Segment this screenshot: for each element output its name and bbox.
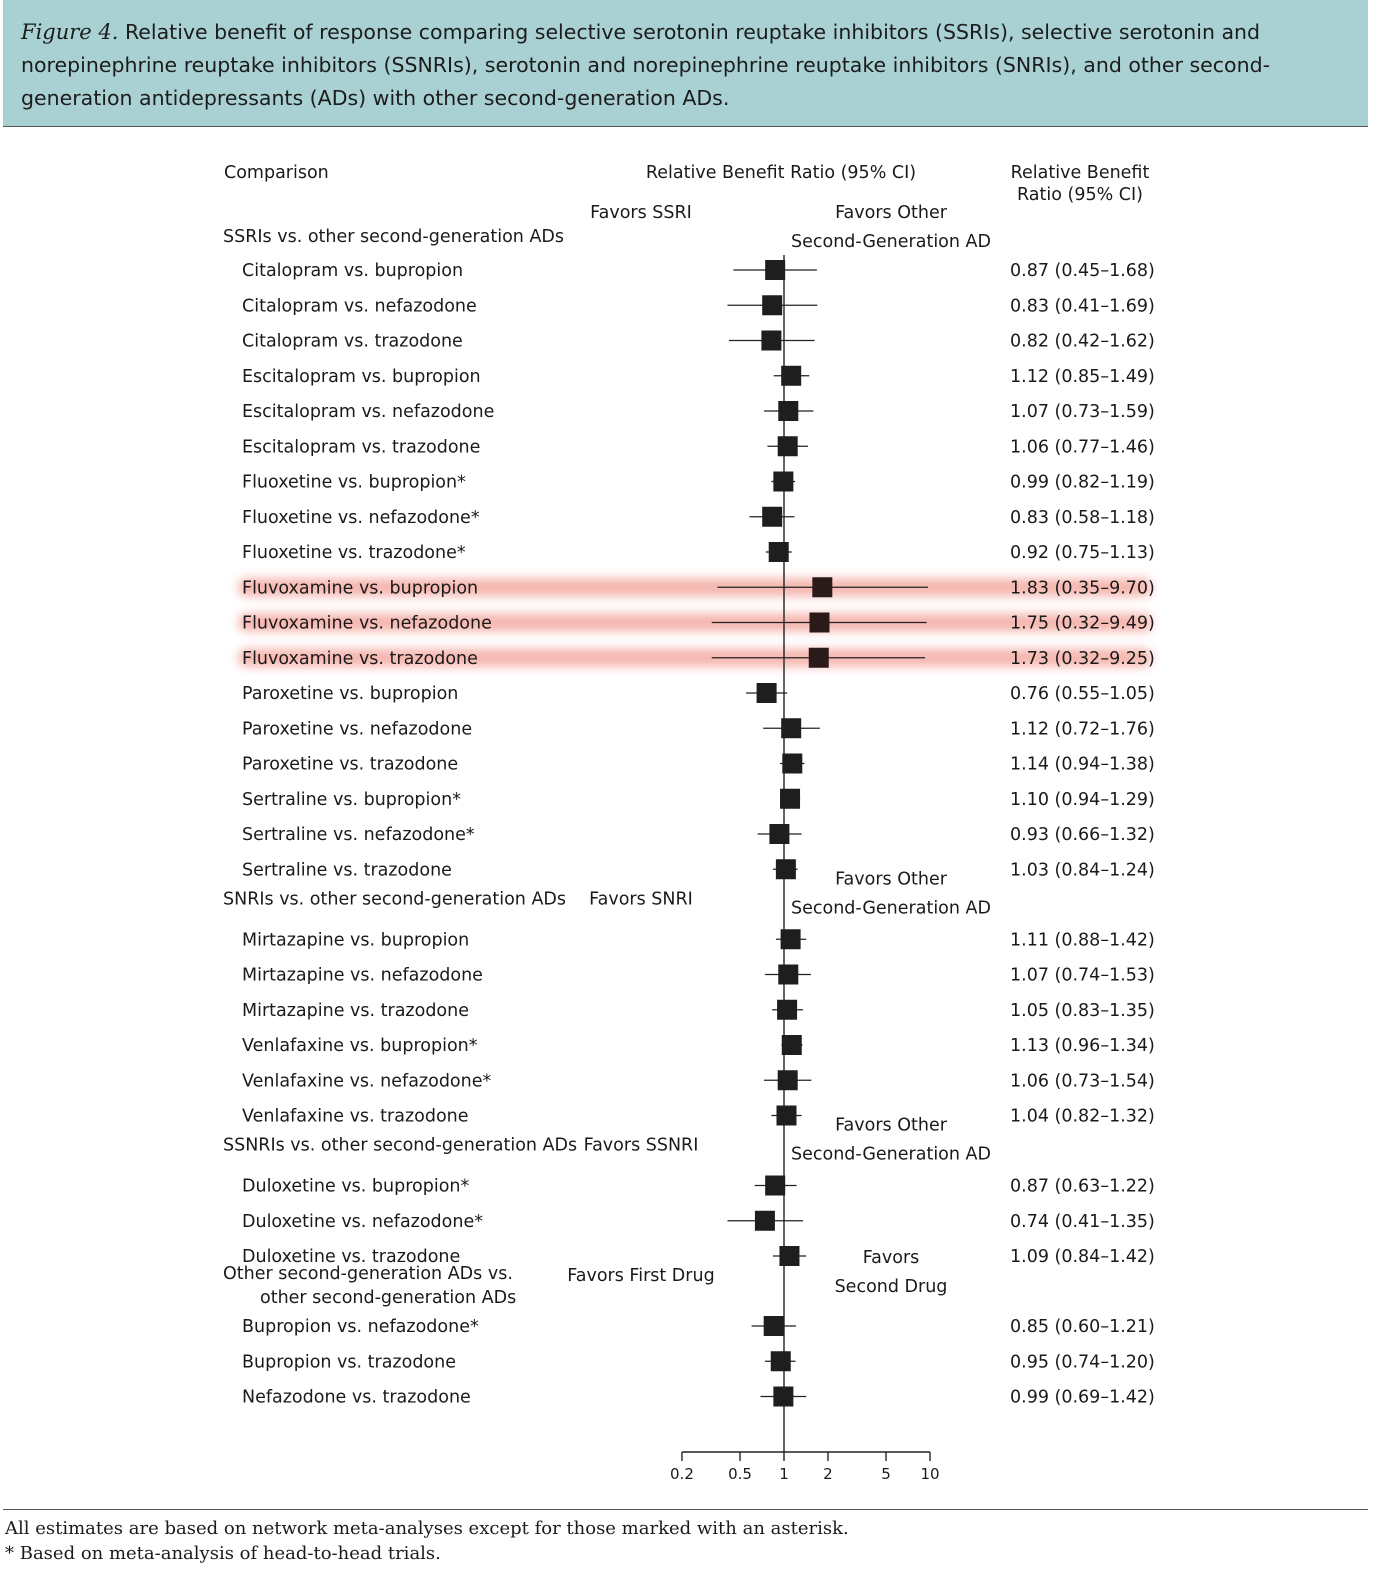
comparison-label: Escitalopram vs. trazodone [242,437,481,458]
comparison-label: Escitalopram vs. nefazodone [242,402,495,422]
header-comparison: Comparison [224,163,329,183]
figure-caption-text: Relative benefit of response comparing selective serotonin reuptake inhibitors (SSRIs), selective serotonin and norepinephrine reuptake inhibitors (SSNRIs), serotonin and norepinephrine reuptake inhibitors (SNRIs), and other second-generation antidepressants (ADs) with other second-generation ADs. [21,20,1270,110]
comparison-label: Fluvoxamine vs. bupropion [242,578,479,599]
point-estimate [773,1387,793,1407]
comparison-label: Citalopram vs. nefazodone [242,296,477,317]
comparison-label: Venlafaxine vs. nefazodone* [242,1071,492,1092]
ratio-value: 1.10 (0.94–1.29) [1010,789,1155,810]
comparison-label: Bupropion vs. trazodone [242,1352,456,1373]
x-tick-label: 1 [779,1465,789,1483]
point-estimate [778,401,798,421]
point-estimate [812,577,832,597]
comparison-label: Duloxetine vs. bupropion* [242,1176,470,1197]
favors-left-label: Favors SSRI [590,203,692,223]
point-estimate [765,260,785,280]
comparison-label: Duloxetine vs. trazodone [242,1247,461,1267]
comparison-label: Fluvoxamine vs. trazodone [242,648,478,669]
comparison-label: Bupropion vs. nefazodone* [242,1317,479,1337]
ratio-value: 0.82 (0.42–1.62) [1010,331,1155,352]
point-estimate [769,824,789,844]
point-estimate [771,1351,791,1371]
comparison-label: Fluoxetine vs. trazodone* [242,543,466,563]
point-estimate [776,1106,796,1126]
group-title: SSRIs vs. other second-generation ADs [223,227,565,247]
point-estimate [778,436,798,456]
ratio-value: 1.11 (0.88–1.42) [1010,930,1155,951]
point-estimate [778,965,798,985]
comparison-label: Duloxetine vs. nefazodone* [242,1211,483,1232]
point-estimate [769,542,789,562]
point-estimate [765,1176,785,1196]
ratio-value: 1.05 (0.83–1.35) [1010,1000,1155,1021]
group-title: other second-generation ADs [260,1288,517,1308]
ratio-value: 0.93 (0.66–1.32) [1010,825,1155,845]
comparison-label: Citalopram vs. bupropion [242,261,464,281]
favors-right-label: Favors [862,1248,920,1268]
x-tick-label: 10 [920,1465,940,1483]
favors-left-label: Favors SNRI [589,889,693,910]
ratio-value: 0.76 (0.55–1.05) [1010,684,1155,704]
favors-right-label: Second-Generation AD [791,1144,991,1165]
comparison-label: Mirtazapine vs. trazodone [242,1000,469,1021]
footnote-network-meta: All estimates are based on network meta-analyses except for those marked with an asterisk. [5,1518,849,1539]
comparison-label: Fluoxetine vs. bupropion* [242,472,466,493]
point-estimate [777,1000,797,1020]
footnote-asterisk: * Based on meta-analysis of head-to-head trials. [5,1543,441,1564]
ratio-value: 0.85 (0.60–1.21) [1010,1317,1155,1337]
comparison-label: Sertraline vs. nefazodone* [242,825,475,845]
figure-label: Figure 4. [21,20,119,44]
ratio-value: 1.12 (0.72–1.76) [1010,719,1155,740]
comparison-label: Paroxetine vs. nefazodone [242,719,473,740]
ratio-value: 0.87 (0.63–1.22) [1010,1176,1155,1197]
point-estimate [773,472,793,492]
comparison-label: Sertraline vs. bupropion* [242,789,461,810]
ratio-value: 1.73 (0.32–9.25) [1010,648,1155,669]
ratio-value: 1.09 (0.84–1.42) [1010,1247,1155,1267]
point-estimate [780,789,800,809]
header-plot: Relative Benefit Ratio (95% CI) [645,163,917,183]
point-estimate [757,683,777,703]
footer-divider [3,1509,1368,1510]
ratio-value: 0.83 (0.41–1.69) [1010,296,1155,317]
comparison-label: Escitalopram vs. bupropion [242,366,481,387]
point-estimate [755,1211,775,1231]
ratio-value: 0.74 (0.41–1.35) [1010,1211,1155,1232]
point-estimate [762,507,782,527]
favors-right-label: Favors Other [835,1115,947,1136]
favors-right-label: Second-Generation AD [791,898,991,919]
ratio-value: 1.75 (0.32–9.49) [1010,613,1155,634]
x-tick-label: 5 [881,1465,891,1483]
ratio-value: 0.83 (0.58–1.18) [1010,507,1155,528]
ratio-value: 0.92 (0.75–1.13) [1010,543,1155,563]
comparison-label: Venlafaxine vs. trazodone [242,1106,469,1127]
comparison-label: Sertraline vs. trazodone [242,860,452,881]
ratio-value: 0.99 (0.82–1.19) [1010,472,1155,493]
favors-right-label: Favors Other [835,869,947,890]
point-estimate [809,613,829,633]
ratio-value: 1.04 (0.82–1.32) [1010,1106,1155,1127]
ratio-value: 0.87 (0.45–1.68) [1010,261,1155,281]
favors-right-label: Second-Generation AD [791,232,991,252]
ratio-value: 1.07 (0.73–1.59) [1010,402,1155,422]
point-estimate [764,1316,784,1336]
comparison-label: Citalopram vs. trazodone [242,331,463,352]
ratio-value: 1.07 (0.74–1.53) [1010,965,1155,986]
comparison-label: Venlafaxine vs. bupropion* [242,1036,478,1056]
comparison-label: Paroxetine vs. bupropion [242,684,459,704]
footnotes [5,1516,1365,1566]
point-estimate [781,366,801,386]
comparison-label: Mirtazapine vs. bupropion [242,930,470,951]
comparison-label: Mirtazapine vs. nefazodone [242,965,483,986]
favors-right-label: Second Drug [834,1277,948,1297]
ratio-value: 1.83 (0.35–9.70) [1010,578,1155,599]
point-estimate [781,929,801,949]
point-estimate [779,1246,799,1266]
x-tick-label: 2 [823,1465,833,1483]
point-estimate [782,754,802,774]
group-title: Other second-generation ADs vs. [223,1264,513,1284]
point-estimate [809,648,829,668]
x-tick-label: 0.2 [670,1465,694,1483]
favors-right-label: Favors Other [835,203,947,223]
group-title: SSNRIs vs. other second-generation ADs [223,1135,578,1156]
group-title: SNRIs vs. other second-generation ADs [223,889,567,910]
comparison-label: Paroxetine vs. trazodone [242,754,459,775]
point-estimate [762,295,782,315]
point-estimate [761,331,781,351]
ratio-value: 1.13 (0.96–1.34) [1010,1036,1155,1056]
comparison-label: Fluoxetine vs. nefazodone* [242,507,480,528]
ratio-value: 1.03 (0.84–1.24) [1010,860,1155,881]
favors-left-label: Favors First Drug [567,1266,715,1286]
favors-left-label: Favors SSNRI [583,1135,699,1156]
ratio-value: 1.06 (0.73–1.54) [1010,1071,1155,1092]
point-estimate [782,1035,802,1055]
point-estimate [781,718,801,738]
comparison-label: Nefazodone vs. trazodone [242,1387,471,1408]
point-estimate [778,1070,798,1090]
point-estimate [776,859,796,879]
ratio-value: 0.99 (0.69–1.42) [1010,1387,1155,1408]
x-tick-label: 0.5 [728,1465,752,1483]
ratio-value: 1.14 (0.94–1.38) [1010,754,1155,775]
comparison-label: Fluvoxamine vs. nefazodone [242,613,492,634]
ratio-value: 1.12 (0.85–1.49) [1010,366,1155,387]
ratio-value: 1.06 (0.77–1.46) [1010,437,1155,458]
header-values-line1: Relative Benefit [1010,163,1150,183]
ratio-value: 0.95 (0.74–1.20) [1010,1352,1155,1373]
header-values-line2: Ratio (95% CI) [1017,185,1143,205]
